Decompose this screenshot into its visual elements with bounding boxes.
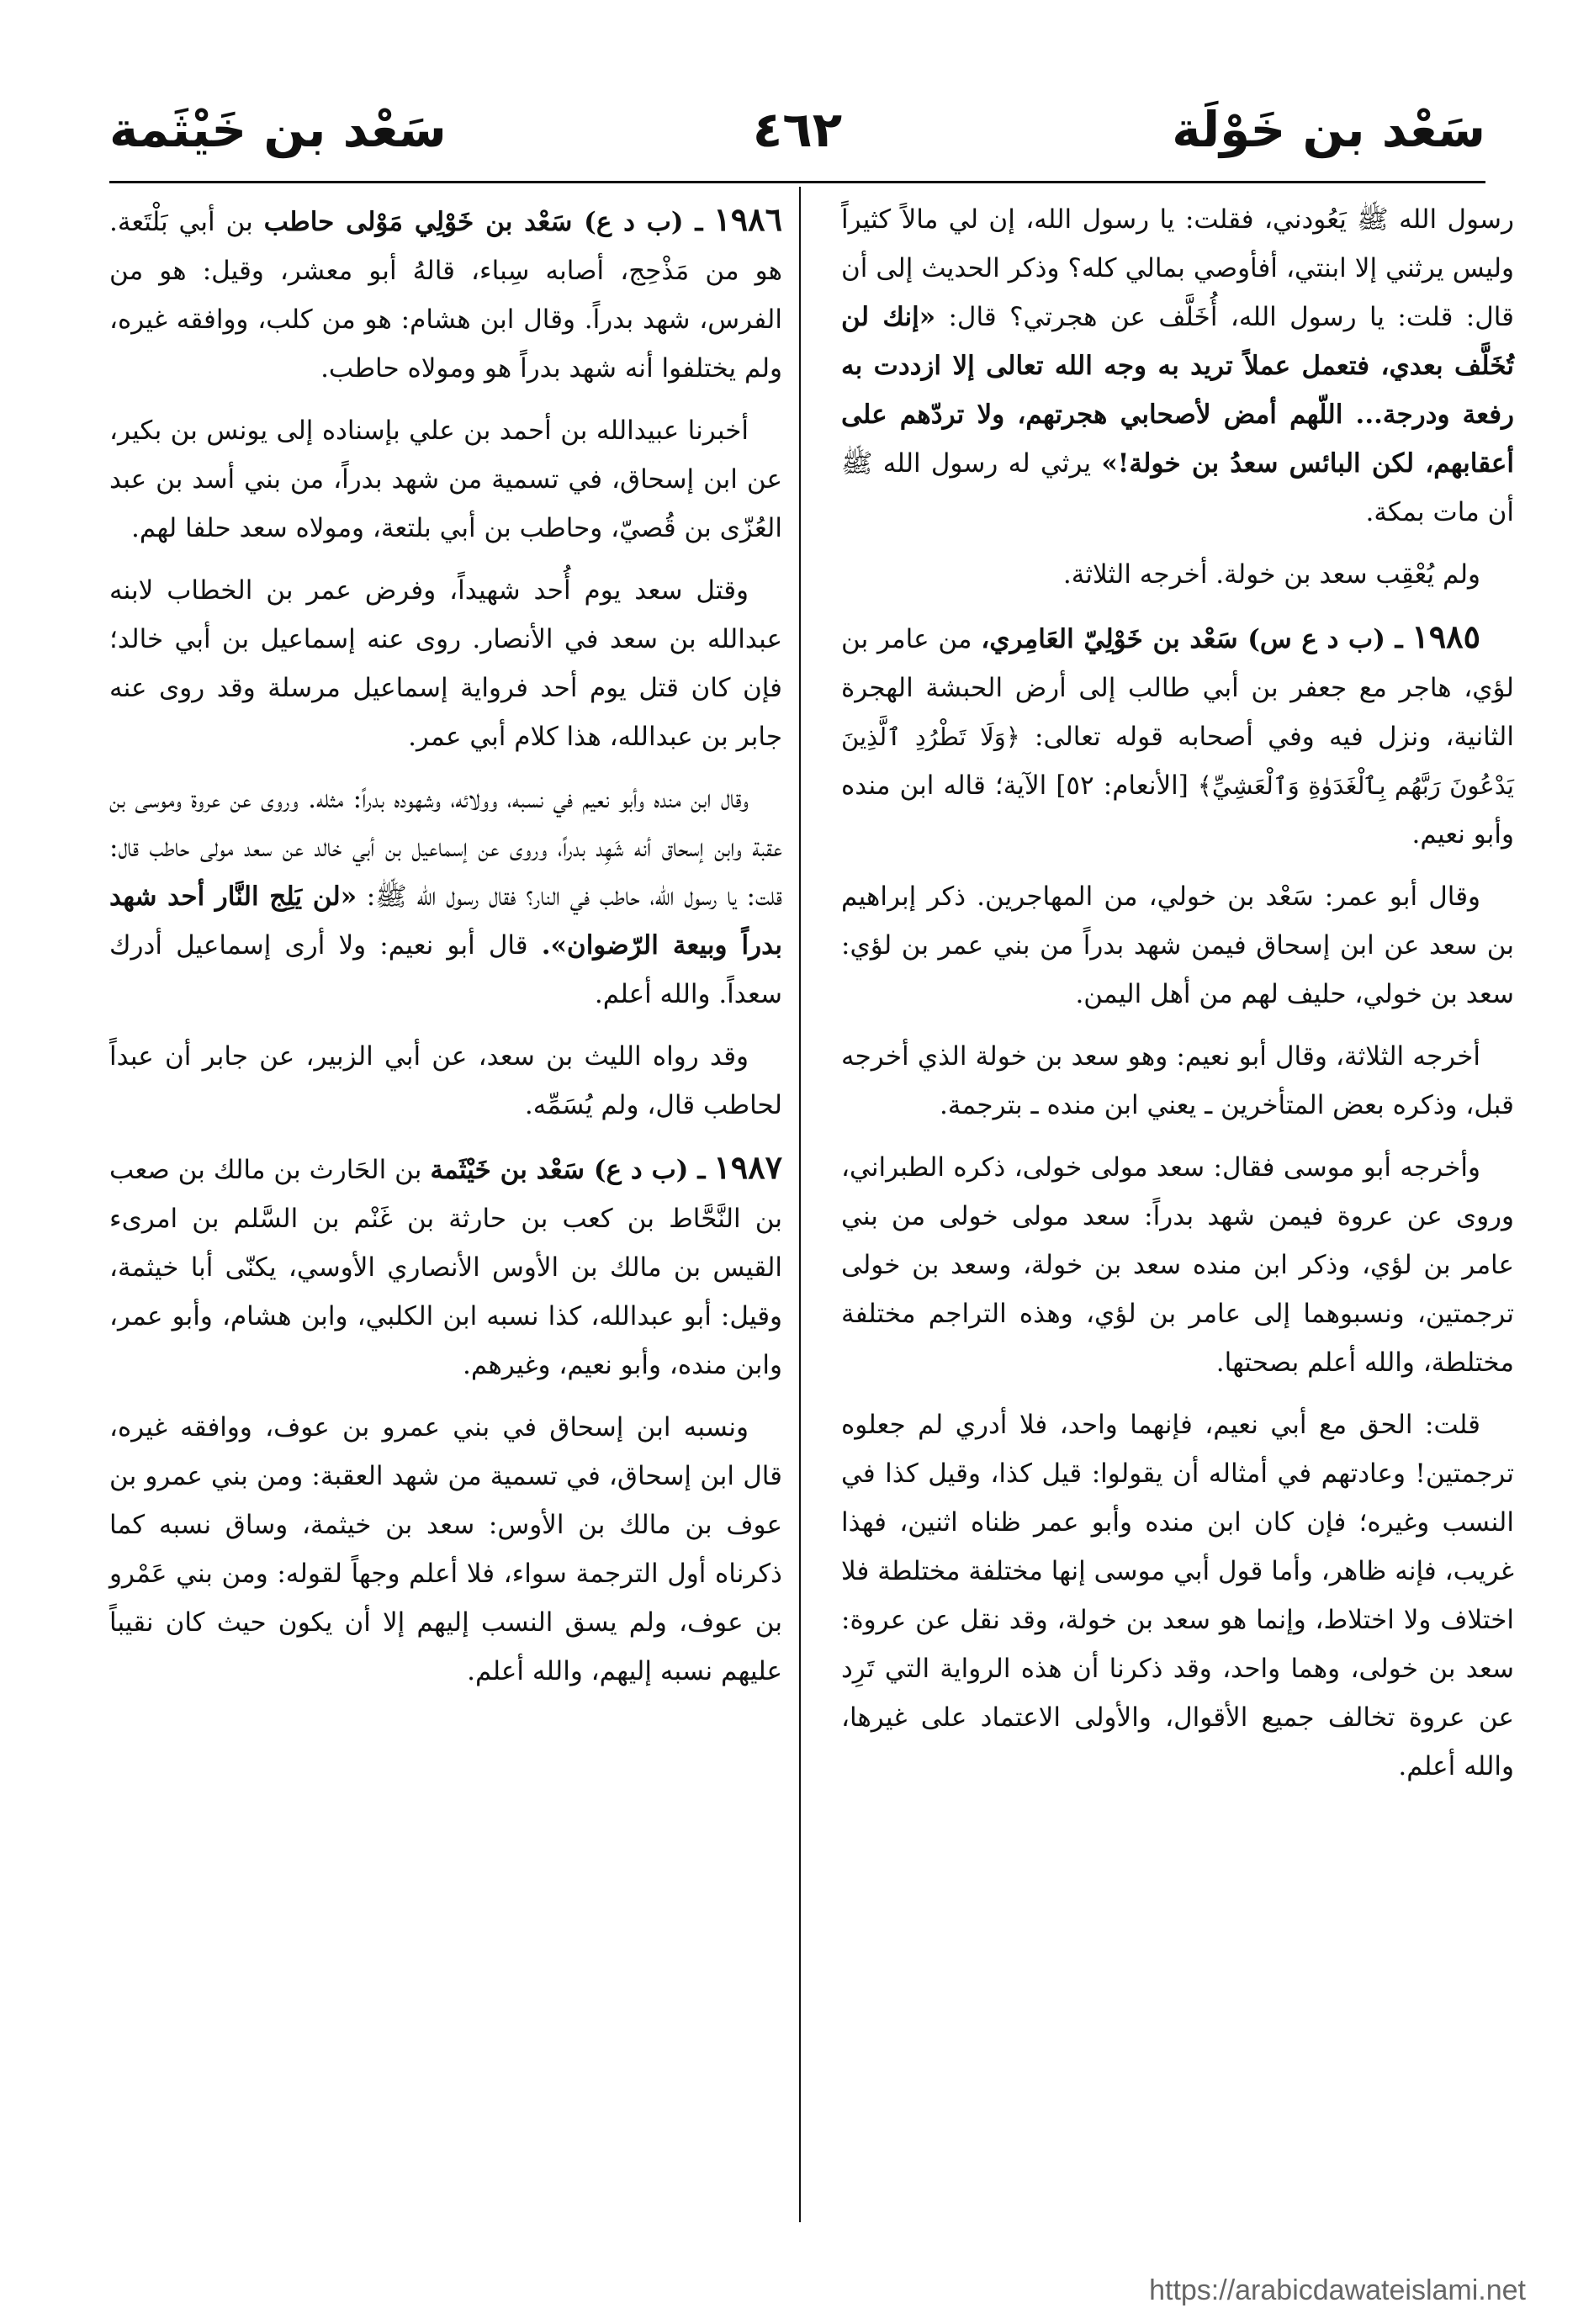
- left-column: [109, 195, 782, 1709]
- entry-1986: [109, 195, 782, 393]
- entry-number: ١٩٨٦: [713, 200, 782, 238]
- text: قال أبو نعيم: ولا أرى إسماعيل أدرك سعداً. والله أعلم.: [109, 930, 782, 1009]
- paragraph: قلت: الحق مع أبي نعيم، فإنهما واحد، فلا أدري لم جعلوه ترجمتين! وعادتهم في أمثاله أن يقولوا: قيل كذا، وقيل كذا في النسب وغيره؛ فإن كان ابن منده وأبو عمر ظناه اثنين، فهذا غريب، فإنه ظاهر، وأما قول أبي موسى إنها مختلفة مختلطة فلا اختلاف ولا اختلاط، وإنما هو سعد بن خولة، وقد نقل عن عروة: سعد بن خولى، وهما واحد، وقد ذكرنا أن هذه الرواية التي تَرِد عن عروة تخالف جميع الأقوال، والأولى الاعتماد على غيرها، والله أعلم.: [841, 1410, 1514, 1781]
- paragraph: [841, 195, 1514, 537]
- watermark-url: https://arabicdawateislami.net: [1149, 2274, 1526, 2306]
- right-running-title: سَعْد بن خَوْلَة: [1172, 101, 1485, 158]
- paragraph: وقتل سعد يوم أُحد شهيداً، وفرض عمر بن الخطاب لابنه عبدالله بن سعد في الأنصار. روى عنه إسماعيل بن أبي خالد؛ فإن كان قتل يوم أحد فرواية إسماعيل مرسلة وقد روى عنه جابر بن عبدالله، هذا كلام أبي عمر.: [109, 575, 782, 752]
- header-rule: [109, 181, 1485, 183]
- running-head: [109, 101, 1485, 177]
- paragraph: وقد رواه الليث بن سعد، عن أبي الزبير، عن جابر أن عبداً لحاطب قال، ولم يُسَمِّه.: [109, 1041, 782, 1120]
- page-number: ٤٦٢: [752, 101, 843, 158]
- entry-text: من عامر بن لؤي، هاجر مع جعفر بن أبي طالب إلى أرض الحبشة الهجرة الثانية، ونزل فيه وفي أصحابه قوله تعالى:: [841, 624, 1514, 752]
- paragraph: وقال أبو عمر: سَعْد بن خولي، من المهاجرين. ذكر إبراهيم بن سعد عن ابن إسحاق فيمن شهد بدراً من بني عمر بن لؤي: سعد بن خولي، حليف لهم من أهل اليمن.: [841, 881, 1514, 1009]
- entry-1985: [841, 612, 1514, 859]
- entry-heading: ـ (ب د ع) سَعْد بن خَيْثَمة: [430, 1155, 706, 1185]
- right-column: [841, 195, 1514, 1804]
- text: رسول الله ﷺ يَعُودني، فقلت: يا رسول الله، إن لي مالاً كثيراً وليس يرثني إلا ابنتي، أفأوصي بمالي كله؟ وذكر الحديث إلى أن قال: قلت: يا رسول الله، أُخَلَّف عن هجرتي؟ قال:: [841, 204, 1515, 332]
- entry-heading: ـ (ب د ع) سَعْد بن خَوْلِي مَوْلى حاطب: [263, 207, 703, 237]
- entry-1987: [109, 1143, 782, 1390]
- entry-heading: ـ (ب د ع س) سَعْد بن خَوْلِيّ العَامِري،: [981, 624, 1403, 654]
- paragraph: وأخرجه أبو موسى فقال: سعد مولى خولى، ذكره الطبراني، وروى عن عروة فيمن شهد بدراً: سعد مولى خولى من بني عامر بن لؤي، وذكر ابن منده سعد بن خولة، وسعد بن خولى ترجمتين، ونسبوهما إلى عامر بن لؤي، وهذه التراجم مختلفة مختلطة، والله أعلم بصحتها.: [841, 1152, 1514, 1378]
- entry-number: ١٩٨٥: [1411, 617, 1480, 655]
- paragraph: أخرجه الثلاثة، وقال أبو نعيم: وهو سعد بن خولة الذي أخرجه قبل، وذكره بعض المتأخرين ـ يعني ابن منده ـ بترجمة.: [841, 1041, 1514, 1120]
- hadith-quote: «لن يَلِج النَّار أحد شهد بدراً وبيعة الرّضوان».: [109, 881, 782, 961]
- entry-text: بن الحَارث بن مالك بن صعب بن النَّحَّاط بن كعب بن حارثة بن غَنْم بن السَّلم بن امرىء القيس بن مالك بن الأوس الأنصاري الأوسي، يكنّى أبا خيثمة، وقيل: أبو عبدالله، كذا نسبه ابن الكلبي، وابن هشام، وأبو عمر، وابن منده، وأبو نعيم، وغيرهم.: [109, 1155, 782, 1380]
- text: وقال ابن منده وأبو نعيم في نسبه، وولائه، وشهوده بدراً: مثله. وروى عن عروة وموسى بن عقبة وابن إسحاق أنه شَهِد بدراً، وروى عن إسماعيل بن أبي خالد عن سعد مولى حاطب قال: قلت: يا رسول الله، حاطب في النار؟ فقال رسول الله ﷺ:: [109, 784, 783, 912]
- entry-text: بن أبي بَلْتَعة. هو من مَذْحِج، أصابه سِباء، قالهُ أبو معشر، وقيل: هو من الفرس، شهد بدراً. وقال ابن هشام: هو من كلب، ووافقه غيره، ولم يختلفوا أنه شهد بدراً هو ومولاه حاطب.: [109, 207, 782, 384]
- hadith-quote: «إنك لن تُخَلَّف بعدي، فتعمل عملاً تريد به وجه الله تعالى إلا ازددت به رفعة ودرجة... اللّهم أمض لأصحابي هجرتهم، ولا تردّهم على أعقابهم، لكن البائس سعدُ بن خولة!»: [841, 302, 1514, 479]
- paragraph: ولم يُعْقِب سعد بن خولة. أخرجه الثلاثة.: [1062, 559, 1480, 590]
- left-running-title: سَعْد بن خَيْثَمة: [109, 101, 447, 158]
- paragraph: أخبرنا عبيدالله بن أحمد بن علي بإسناده إلى يونس بن بكير، عن ابن إسحاق، في تسمية من شهد بدراً، من بني أسد بن عبد العُزّى بن قُصيّ، وحاطب بن أبي بلتعة، ومولاه سعد حلفا لهم.: [109, 416, 782, 543]
- paragraph: [109, 775, 782, 1019]
- entry-number: ١٩٨٧: [713, 1148, 783, 1186]
- column-divider: [799, 187, 801, 2222]
- paragraph: ونسبه ابن إسحاق في بني عمرو بن عوف، ووافقه غيره، قال ابن إسحاق، في تسمية من شهد العقبة: ومن بني عمرو بن عوف بن مالك بن الأوس: سعد بن خيثمة، وساق نسبه كما ذكرناه أول الترجمة سواء، فلا أعلم وجهاً لقوله: ومن بني عَمْرو بن عوف، ولم يسق النسب إليهم إلا أن يكون حيث كان نقيباً عليهم نسبه إليهم، والله أعلم.: [109, 1412, 782, 1686]
- text: يرثي له رسول الله ﷺ أن مات بمكة.: [841, 448, 1514, 527]
- text: [الأنعام: ٥٢] الآية؛ قاله ابن منده وأبو نعيم.: [841, 770, 1514, 850]
- quran-verse: ﴿وَلَا تَطْرُدِ ٱلَّذِينَ يَدْعُونَ رَبَّهُم بِٱلْغَدَوٰةِ وَٱلْعَشِيِّ﴾: [841, 723, 1514, 800]
